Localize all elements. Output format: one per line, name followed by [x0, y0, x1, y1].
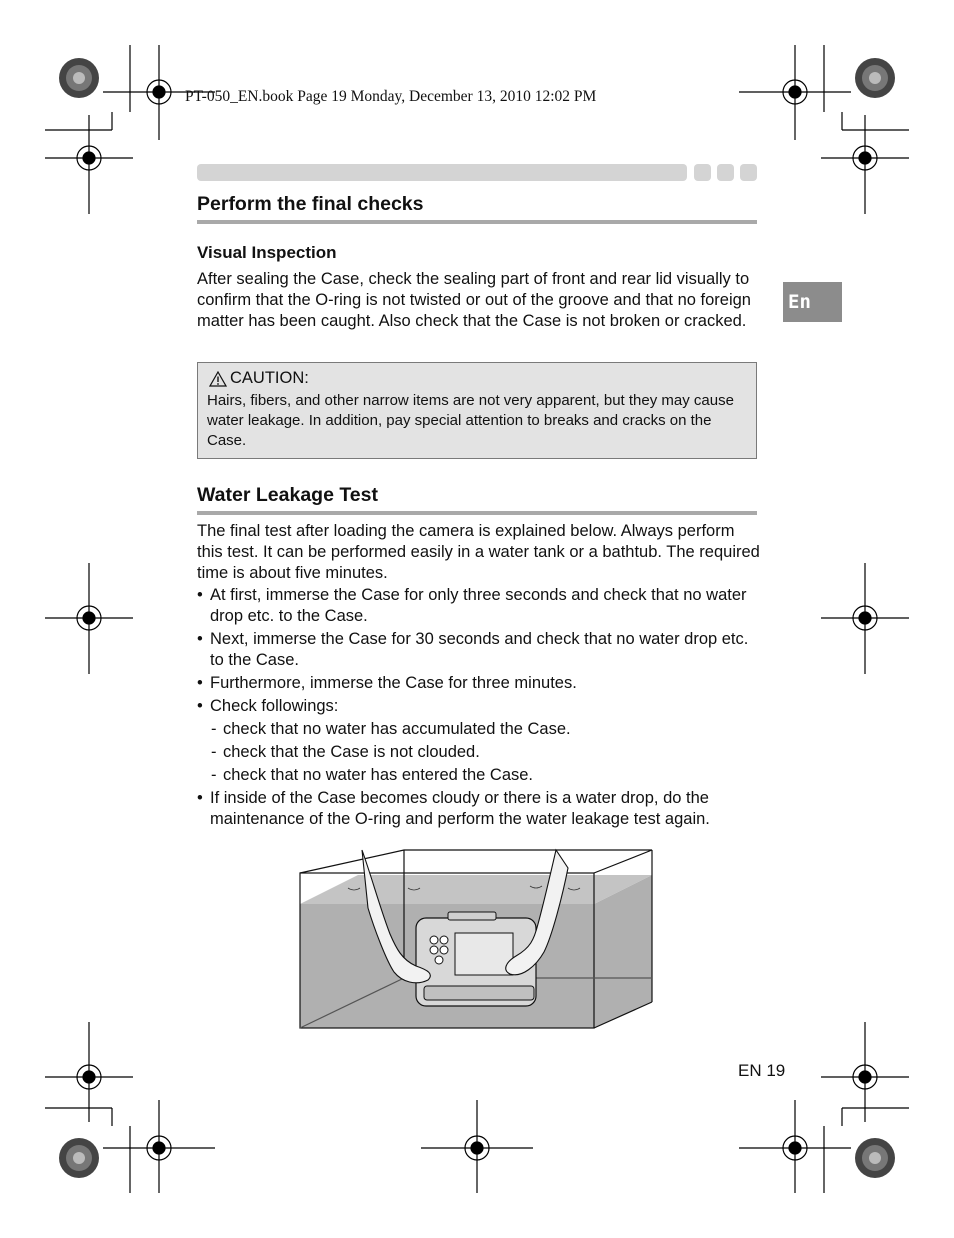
caution-label: CAUTION:	[230, 369, 309, 387]
print-header: PT-050_EN.book Page 19 Monday, December 13, 2010 12:02 PM	[185, 88, 597, 105]
caution-text: Hairs, fibers, and other narrow items are not very apparent, but they may cause water leakage. In addition, pay special attention to breaks and cracks on the Case.	[207, 392, 734, 449]
water-tank-illustration	[298, 848, 654, 1032]
registration-mark	[45, 1022, 133, 1122]
language-tab: En	[783, 282, 842, 322]
list-item: • Check followings:	[197, 696, 762, 717]
sub-list-item: - check that the Case is not clouded.	[197, 742, 762, 763]
page-number: EN 19	[738, 1061, 786, 1080]
caution-title	[209, 369, 309, 388]
subsection-title: Visual Inspection	[197, 243, 337, 262]
leakage-intro: The final test after loading the camera is explained below. Always perform this test. It can be performed easily in a water tank or a bathtub. The required time is about five minutes.	[197, 522, 760, 582]
starburst-mark	[59, 1138, 99, 1178]
registration-mark	[821, 563, 909, 674]
starburst-mark	[59, 58, 99, 98]
starburst-mark	[855, 58, 895, 98]
registration-mark	[821, 1022, 909, 1122]
test-steps-list	[197, 585, 762, 832]
registration-mark	[739, 1100, 851, 1193]
registration-mark	[739, 45, 851, 140]
decorative-bar	[197, 164, 687, 181]
registration-mark	[103, 1100, 215, 1193]
list-item: • At first, immerse the Case for only three seconds and check that no water drop etc. to the Case.	[197, 585, 762, 627]
registration-mark	[421, 1100, 533, 1193]
decorative-square	[717, 164, 734, 181]
decorative-square	[740, 164, 757, 181]
inspection-paragraph: After sealing the Case, check the sealing part of front and rear lid visually to confirm that the O-ring is not twisted or out of the groove and that no foreign matter has been caught. Also check that the Case is not broken or cracked.	[197, 270, 751, 330]
section-title: Water Leakage Test	[197, 484, 378, 506]
starburst-mark	[855, 1138, 895, 1178]
registration-mark	[45, 563, 133, 674]
warning-triangle-icon	[209, 371, 227, 387]
list-item: • Furthermore, immerse the Case for three minutes.	[197, 673, 762, 694]
sub-list-item: - check that no water has accumulated the Case.	[197, 719, 762, 740]
list-item: • If inside of the Case becomes cloudy or there is a water drop, do the maintenance of the O-ring and perform the water leakage test again.	[197, 788, 762, 830]
list-item: • Next, immerse the Case for 30 seconds and check that no water drop etc. to the Case.	[197, 629, 762, 671]
section-rule	[197, 511, 757, 515]
decorative-square	[694, 164, 711, 181]
section-title: Perform the final checks	[197, 193, 424, 215]
sub-list-item: - check that no water has entered the Case.	[197, 765, 762, 786]
section-rule	[197, 220, 757, 224]
